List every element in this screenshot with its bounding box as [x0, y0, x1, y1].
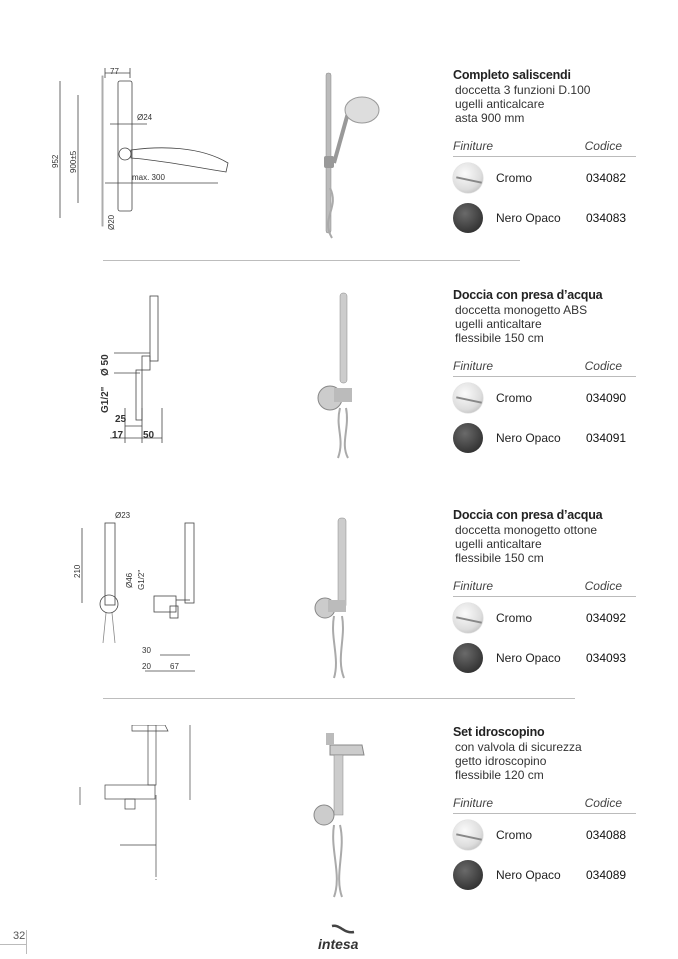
product-desc-line: doccetta 3 funzioni D.100	[455, 83, 591, 97]
product-desc-line: ugelli anticaltare	[455, 537, 542, 551]
divider	[103, 260, 520, 261]
finish-name: Cromo	[496, 828, 533, 842]
black-swatch	[453, 860, 483, 890]
finishes-label: Finiture	[453, 579, 494, 593]
finish-name: Cromo	[496, 391, 533, 405]
dim-label: G1/2"	[137, 569, 146, 590]
page-number: 32	[13, 930, 26, 942]
finish-row-cromo	[453, 383, 643, 413]
product-info	[453, 288, 643, 445]
dim-label: 17	[112, 430, 124, 441]
product-title: Set idroscopino	[453, 725, 545, 739]
product-desc-line: getto idroscopino	[455, 754, 547, 768]
product-title: Doccia con presa d’acqua	[453, 288, 603, 302]
code-label: Codice	[584, 139, 622, 153]
dim-label: Ø23	[115, 511, 131, 520]
product-photo	[290, 288, 390, 463]
black-swatch	[453, 203, 483, 233]
technical-drawing	[50, 725, 250, 915]
chrome-swatch	[453, 603, 483, 633]
product-desc-line: flessibile 150 cm	[455, 551, 544, 565]
technical-drawing	[50, 288, 250, 478]
product-set-idroscopino	[0, 725, 678, 925]
finish-code: 034090	[586, 391, 627, 405]
finish-row-nero	[453, 423, 643, 453]
finish-row-cromo	[453, 163, 643, 193]
product-doccia-abs	[0, 288, 678, 488]
technical-drawing	[50, 68, 250, 258]
dim-label: 67	[170, 662, 179, 671]
finish-code: 034082	[586, 171, 627, 185]
black-swatch	[453, 423, 483, 453]
black-swatch	[453, 643, 483, 673]
product-desc-line: doccetta monogetto ottone	[455, 523, 598, 537]
product-title: Doccia con presa d’acqua	[453, 508, 603, 522]
finish-row-nero	[453, 203, 643, 233]
product-desc-line: flessibile 150 cm	[455, 331, 544, 345]
finish-row-cromo	[453, 820, 643, 850]
finish-code: 034083	[586, 211, 627, 225]
code-label: Codice	[584, 796, 622, 810]
dim-label: 952	[51, 154, 60, 168]
product-doccia-ottone	[0, 508, 678, 708]
finishes-label: Finiture	[453, 796, 494, 810]
dim-label: 50	[143, 430, 155, 441]
product-title: Completo saliscendi	[453, 68, 571, 82]
finishes-label: Finiture	[453, 359, 494, 373]
finish-code: 034088	[586, 828, 627, 842]
dim-label: max. 300	[132, 173, 165, 182]
product-photo	[290, 725, 390, 900]
product-desc-line: ugelli anticaltare	[455, 317, 542, 331]
product-desc-line: con valvola di sicurezza	[455, 740, 582, 754]
technical-drawing	[50, 508, 250, 698]
dim-label: 25	[115, 414, 127, 425]
chrome-swatch	[453, 163, 483, 193]
code-label: Codice	[584, 359, 622, 373]
finish-row-nero	[453, 643, 643, 673]
page-number-rule	[0, 944, 27, 945]
product-photo	[290, 508, 390, 683]
finishes-header	[453, 579, 636, 597]
chrome-swatch	[453, 820, 483, 850]
finish-name: Nero Opaco	[496, 651, 561, 665]
finish-row-cromo	[453, 603, 643, 633]
dim-label: 77	[110, 68, 119, 76]
product-photo	[290, 68, 390, 243]
brand-name: intesa	[318, 936, 359, 952]
finishes-header	[453, 796, 636, 814]
finish-name: Cromo	[496, 171, 533, 185]
brand-logo	[318, 924, 362, 952]
dim-label: Ø46	[125, 572, 134, 588]
product-info	[453, 68, 643, 225]
finish-code: 034089	[586, 868, 627, 882]
finish-code: 034092	[586, 611, 627, 625]
finishes-header	[453, 139, 636, 157]
page-number-rule	[26, 930, 27, 954]
product-info	[453, 725, 643, 882]
finish-name: Nero Opaco	[496, 868, 561, 882]
finish-name: Nero Opaco	[496, 431, 561, 445]
finish-name: Nero Opaco	[496, 211, 561, 225]
dim-label: Ø 50	[100, 354, 111, 376]
chrome-swatch	[453, 383, 483, 413]
finish-name: Cromo	[496, 611, 533, 625]
product-desc-line: ugelli anticalcare	[455, 97, 545, 111]
dim-label: Ø20	[107, 214, 116, 230]
finishes-label: Finiture	[453, 139, 494, 153]
finish-code: 034093	[586, 651, 627, 665]
code-label: Codice	[584, 579, 622, 593]
product-info	[453, 508, 643, 665]
product-desc-line: asta 900 mm	[455, 111, 525, 125]
product-desc-line: flessibile 120 cm	[455, 768, 544, 782]
logo-swoosh-icon	[322, 924, 362, 936]
finishes-header	[453, 359, 636, 377]
finish-row-nero	[453, 860, 643, 890]
dim-label: Ø24	[137, 113, 153, 122]
dim-label: 20	[142, 662, 151, 671]
divider	[103, 698, 575, 699]
dim-label: G1/2"	[100, 386, 111, 413]
dim-label: 30	[142, 646, 151, 655]
product-desc-line: doccetta monogetto ABS	[455, 303, 588, 317]
dim-label: 900±5	[69, 150, 78, 173]
product-completo-saliscendi	[0, 68, 678, 268]
finish-code: 034091	[586, 431, 627, 445]
dim-label: 210	[73, 564, 82, 578]
